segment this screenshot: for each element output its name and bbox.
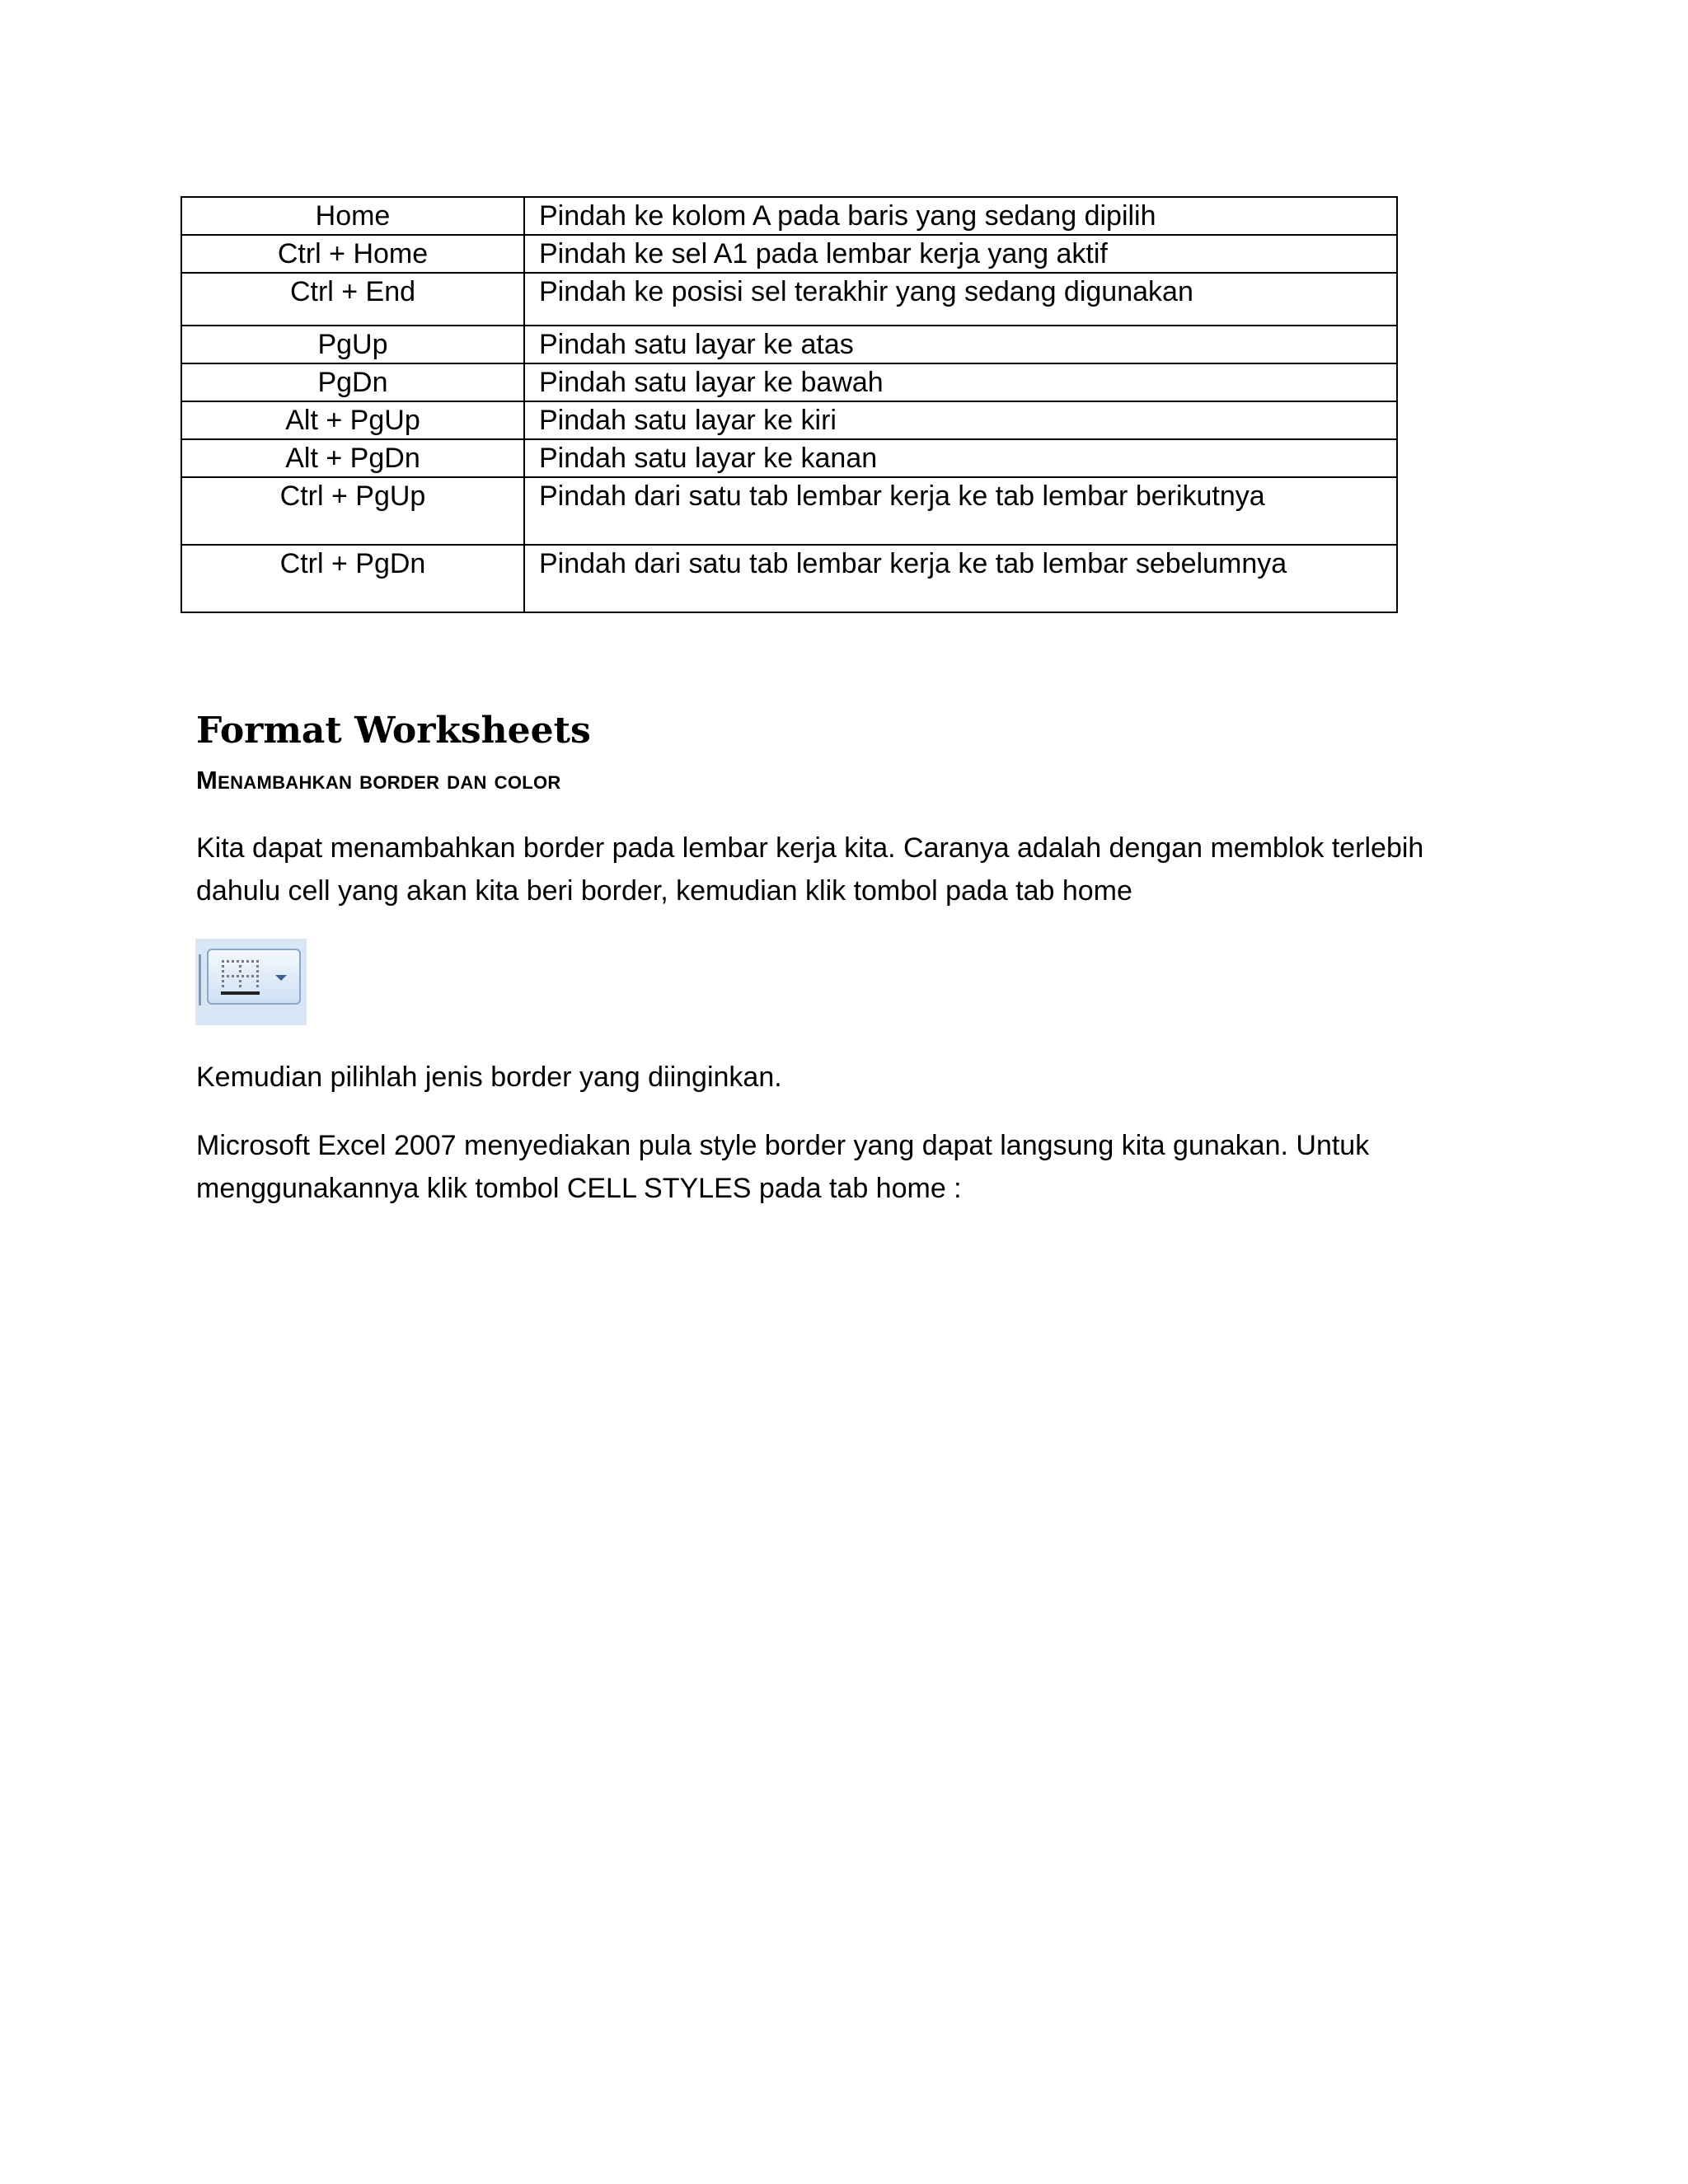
ribbon-separator (199, 954, 201, 1005)
shortcut-description: Pindah satu layar ke kiri (524, 401, 1397, 439)
shortcut-key: Ctrl + PgUp (181, 477, 524, 545)
shortcut-description: Pindah ke sel A1 pada lembar kerja yang aktif (524, 235, 1397, 273)
section-heading: Format Worksheets (196, 710, 591, 752)
shortcut-key: PgDn (181, 363, 524, 401)
table-row (181, 235, 1397, 273)
table-row (181, 197, 1397, 235)
table-row (181, 401, 1397, 439)
table-row (181, 326, 1397, 363)
shortcut-description: Pindah ke kolom A pada baris yang sedang dipilih (524, 197, 1397, 235)
shortcut-description: Pindah satu layar ke bawah (524, 363, 1397, 401)
borders-dropdown-button (207, 949, 301, 1005)
shortcut-key: Ctrl + PgDn (181, 545, 524, 612)
section-subheading: Menambahkan border dan color (196, 766, 561, 794)
borders-dropdown-icon (209, 950, 302, 1006)
shortcut-key: Home (181, 197, 524, 235)
shortcut-description: Pindah dari satu tab lembar kerja ke tab lembar sebelumnya (524, 545, 1397, 612)
table-row (181, 439, 1397, 477)
shortcut-table (181, 196, 1398, 613)
paragraph-cell-styles: Microsoft Excel 2007 menyediakan pula style border yang dapat langsung kita gunakan. Untuk menggunakannya klik tombol CELL STYLES pada tab home : (196, 1130, 1370, 1204)
table-row (181, 545, 1397, 612)
table-row (181, 363, 1397, 401)
shortcut-key: Alt + PgDn (181, 439, 524, 477)
paragraph-choose-border: Kemudian pilihlah jenis border yang diinginkan. (196, 1062, 782, 1093)
table-row (181, 477, 1397, 545)
shortcut-description: Pindah satu layar ke kanan (524, 439, 1397, 477)
shortcut-key: Alt + PgUp (181, 401, 524, 439)
paragraph-border-intro: Kita dapat menambahkan border pada lembar kerja kita. Caranya adalah dengan memblok terlebih dahulu cell yang akan kita beri border, kemudian klik tombol pada tab home (196, 832, 1424, 907)
shortcut-description: Pindah ke posisi sel terakhir yang sedang digunakan (524, 273, 1397, 326)
shortcut-description: Pindah dari satu tab lembar kerja ke tab lembar berikutnya (524, 477, 1397, 545)
shortcut-key: PgUp (181, 326, 524, 363)
shortcut-key: Ctrl + Home (181, 235, 524, 273)
shortcut-key: Ctrl + End (181, 273, 524, 326)
shortcut-description: Pindah satu layar ke atas (524, 326, 1397, 363)
table-row (181, 273, 1397, 326)
